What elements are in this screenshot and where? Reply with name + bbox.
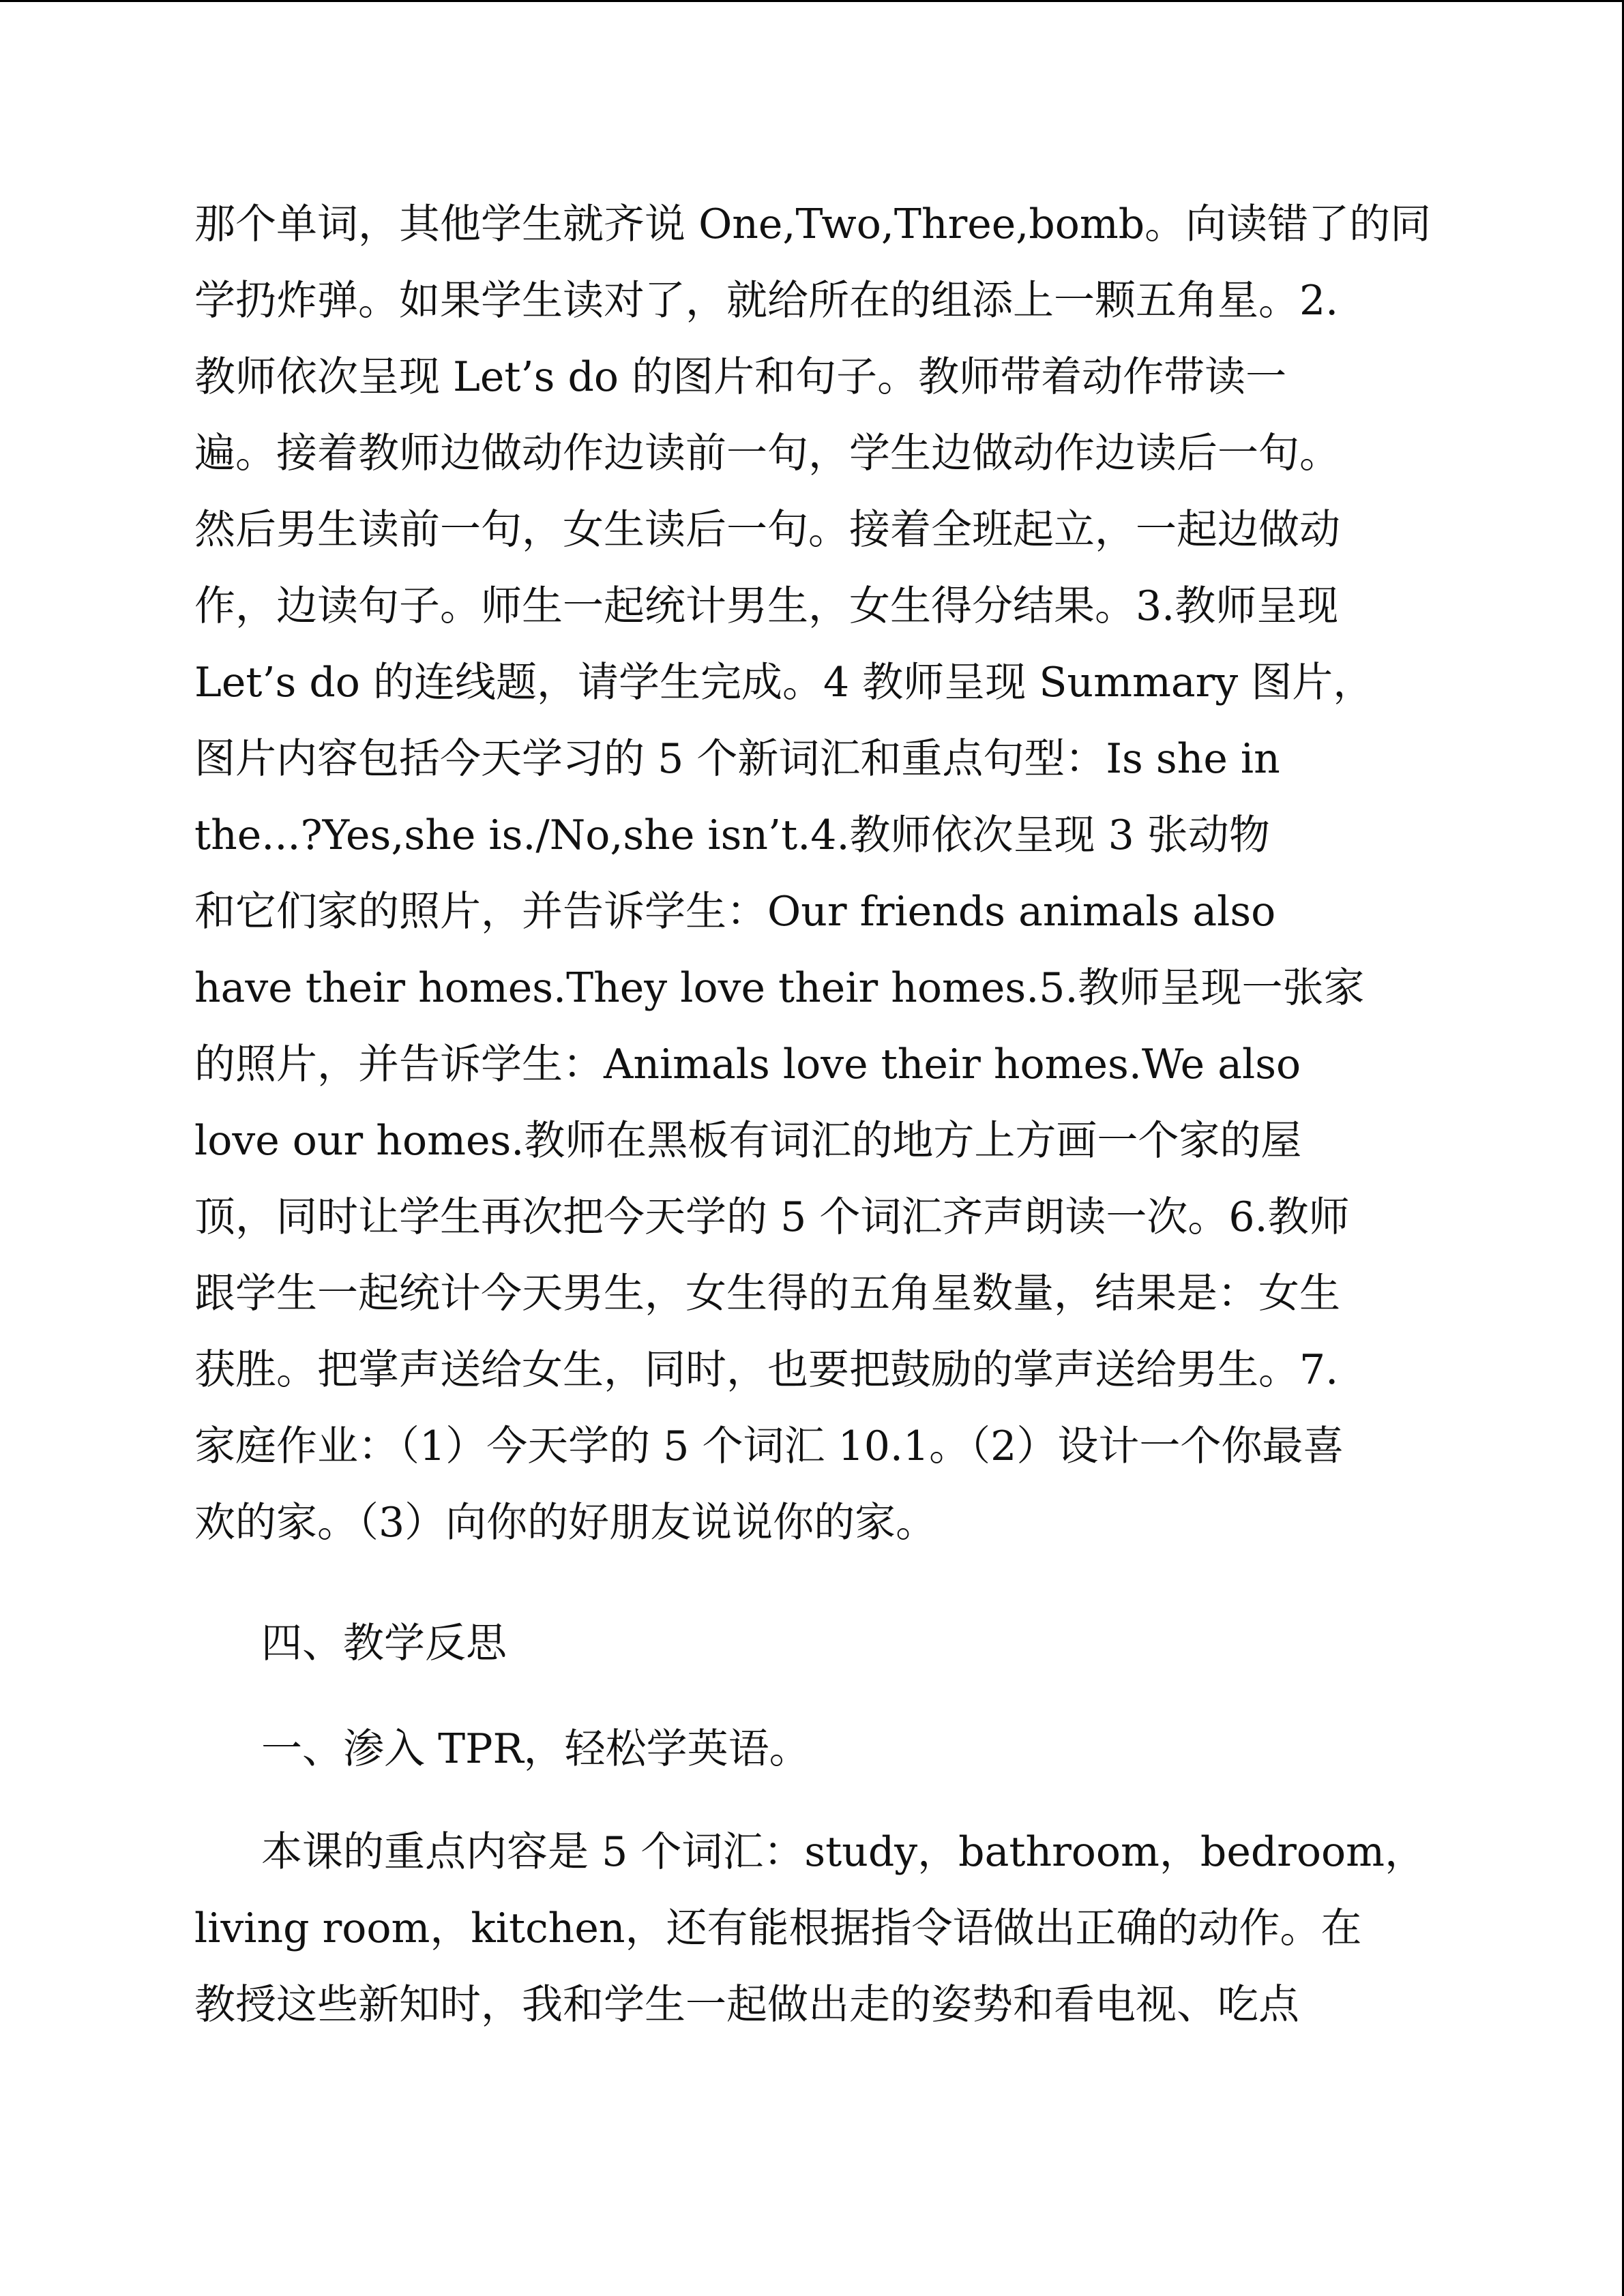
paragraph-line: 的照片，并告诉学生：Animals love their homes.We also	[194, 1041, 1301, 1088]
paragraph-line: 然后男生读前一句，女生读后一句。接着全班起立，一起边做动	[194, 506, 1340, 554]
paragraph-line: Let’s do 的连线题，请学生完成。4 教师呈现 Summary 图片，	[194, 659, 1374, 706]
paragraph-line: 获胜。把掌声送给女生，同时，也要把鼓励的掌声送给男生。7.	[194, 1346, 1339, 1394]
paragraph-line: 学扔炸弹。如果学生读对了，就给所在的组添上一颗五角星。2.	[194, 277, 1339, 325]
paragraph-line: 教师依次呈现 Let’s do 的图片和句子。教师带着动作带读一	[194, 353, 1287, 401]
paragraph-line: love our homes.教师在黑板有词汇的地方上方画一个家的屋	[194, 1117, 1302, 1165]
lesson-procedure-paragraph	[194, 186, 1463, 1561]
paragraph-line: living room，kitchen，还有能根据指令语做出正确的动作。在	[194, 1905, 1362, 1952]
paragraph-line: 欢的家。（3）向你的好朋友说说你的家。	[194, 1499, 937, 1547]
subsection-heading-tpr: 一、渗入 TPR，轻松学英语。	[261, 1725, 810, 1773]
paragraph-line: 和它们家的照片，并告诉学生：Our friends animals also	[194, 888, 1276, 936]
paragraph-line: 教授这些新知时，我和学生一起做出走的姿势和看电视、吃点	[194, 1981, 1299, 2029]
paragraph-line: 那个单词，其他学生就齐说 One,Two,Three,bomb。向读错了的同	[194, 200, 1432, 248]
paragraph-line: 图片内容包括今天学习的 5 个新词汇和重点句型：Is she in	[194, 735, 1280, 783]
paragraph-line: 遍。接着教师边做动作边读前一句，学生边做动作边读后一句。	[194, 430, 1340, 477]
reflection-paragraph	[194, 1814, 1463, 2043]
paragraph-line: 本课的重点内容是 5 个词汇：study，bathroom，bedroom，	[261, 1828, 1426, 1876]
paragraph-line: 家庭作业：（1）今天学的 5 个词汇 10.1。（2）设计一个你最喜	[194, 1422, 1344, 1470]
paragraph-line: have their homes.They love their homes.5.教师呈现一张家	[194, 964, 1365, 1012]
paragraph-line: 作，边读句子。师生一起统计男生，女生得分结果。3.教师呈现	[194, 582, 1339, 630]
paragraph-line: 顶，同时让学生再次把今天学的 5 个词汇齐声朗读一次。6.教师	[194, 1193, 1350, 1241]
paragraph-line: the...?Yes,she is./No,she isn’t.4.教师依次呈现 3 张动物	[194, 811, 1270, 859]
paragraph-line: 跟学生一起统计今天男生，女生得的五角星数量，结果是：女生	[194, 1270, 1340, 1317]
section-heading-teaching-reflection: 四、教学反思	[261, 1620, 507, 1667]
